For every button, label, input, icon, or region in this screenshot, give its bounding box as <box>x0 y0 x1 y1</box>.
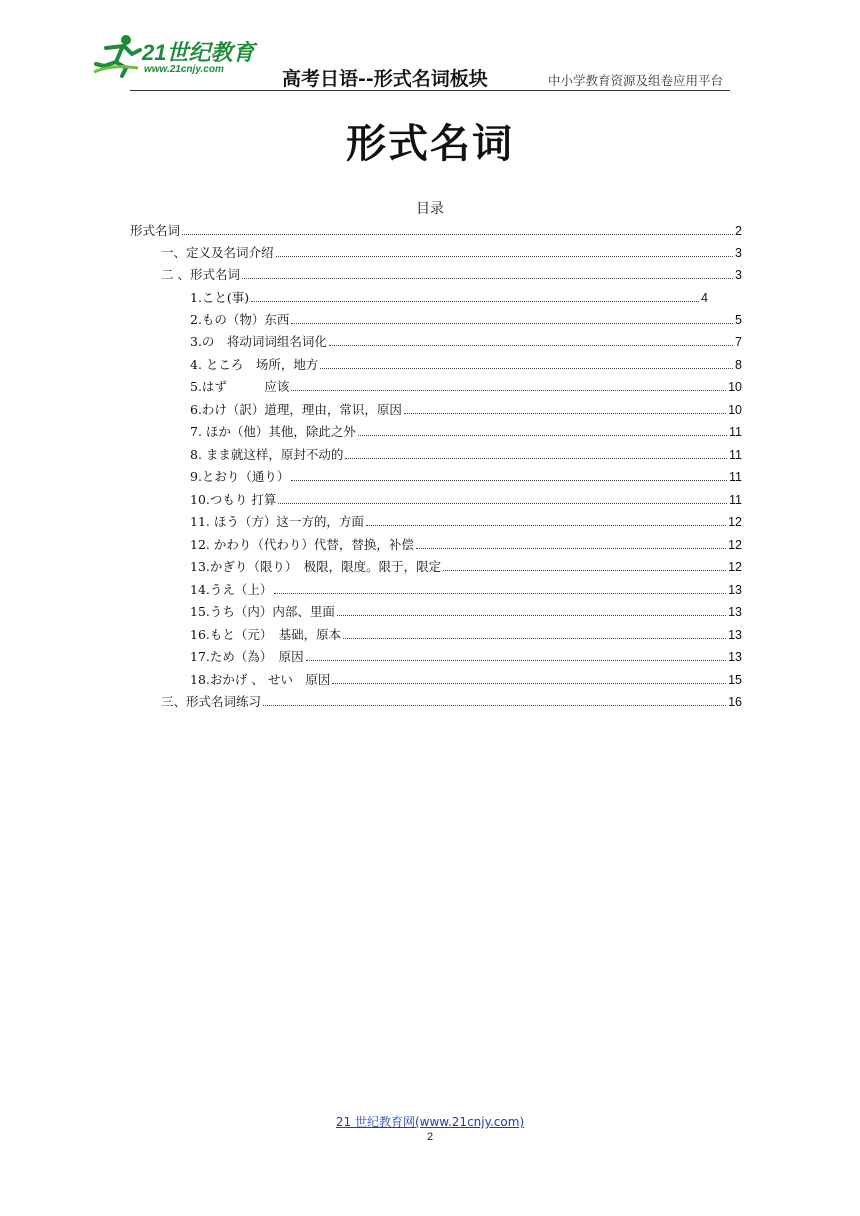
toc-entry-label: 7. ほか（他）其他，除此之外 <box>190 424 356 439</box>
toc-entry-label: 17.ため（為） 原因 <box>190 649 304 664</box>
toc-leader <box>251 300 699 302</box>
toc-entry[interactable] <box>190 646 742 668</box>
toc-entry-label: 二 、形式名词 <box>161 267 240 282</box>
header-title: 高考日语--形式名词板块 <box>282 68 488 90</box>
toc-entry-page: 15 <box>728 673 742 687</box>
site-logo[interactable] <box>92 34 262 84</box>
toc-entry-page: 11 <box>729 493 742 507</box>
toc-leader <box>291 322 733 324</box>
toc-entry-label: 一、定义及名词介绍 <box>161 245 274 260</box>
toc-leader <box>182 233 733 235</box>
toc-entry[interactable] <box>190 421 742 443</box>
toc-entry-page: 11 <box>729 470 742 484</box>
toc-entry-label: 5.はず 应该 <box>190 379 290 394</box>
toc-entry[interactable] <box>190 489 742 511</box>
toc-leader <box>443 569 726 571</box>
toc-entry[interactable] <box>190 534 742 556</box>
footer-link[interactable]: 21 世纪教育网(www.21cnjy.com) <box>335 1115 525 1129</box>
toc-entry-label: 16.もと（元） 基础，原本 <box>190 627 342 642</box>
toc-entry-page: 11 <box>729 425 742 439</box>
toc-entry-label: 三、形式名词练习 <box>161 694 262 709</box>
toc-entry[interactable] <box>161 264 742 286</box>
toc-entry[interactable] <box>190 579 742 601</box>
toc-leader <box>366 524 726 526</box>
toc-entry[interactable] <box>190 669 742 691</box>
toc-heading: 目录 <box>416 201 444 217</box>
toc-entry-page: 5 <box>735 313 742 327</box>
toc-entry[interactable] <box>190 331 742 353</box>
toc-entry-label: 6.わけ（訳）道理，理由，常识，原因 <box>190 402 402 417</box>
toc-entry[interactable] <box>161 242 742 264</box>
header-platform: 中小学教育资源及组卷应用平台 <box>548 73 724 88</box>
toc-entry-page: 13 <box>728 583 742 597</box>
runner-logo-icon <box>92 34 144 78</box>
toc-entry[interactable] <box>161 691 742 713</box>
toc-leader <box>416 547 726 549</box>
toc-entry-page: 10 <box>728 380 742 394</box>
toc-entry-label: 2.もの（物）东西 <box>190 312 290 327</box>
toc-leader <box>358 434 727 436</box>
toc-entry-page: 13 <box>728 605 742 619</box>
toc-entry[interactable] <box>190 466 742 488</box>
toc-leader <box>291 389 726 391</box>
toc-entry[interactable] <box>190 309 742 331</box>
toc-entry[interactable] <box>190 376 742 398</box>
document-title: 形式名词 <box>346 120 514 167</box>
toc-entry-page: 10 <box>728 403 742 417</box>
toc-leader <box>343 637 726 639</box>
toc-entry-page: 3 <box>735 268 742 282</box>
toc-entry-label: 9.とおり（通り） <box>190 469 290 484</box>
toc-entry-page: 3 <box>735 246 742 260</box>
toc-entry-label: 13.かぎり（限り） 极限，限度。限于，限定 <box>190 559 442 574</box>
toc-entry-page: 2 <box>735 224 742 238</box>
toc-entry-page: 12 <box>728 515 742 529</box>
toc-entry-label: 10.つもり 打算 <box>190 492 277 507</box>
toc-entry[interactable] <box>130 220 742 242</box>
toc-leader <box>332 682 726 684</box>
toc-entry-label: 14.うえ（上） <box>190 582 273 597</box>
toc-leader <box>404 412 726 414</box>
toc-entry[interactable] <box>190 399 742 421</box>
toc-entry-page: 12 <box>728 538 742 552</box>
toc-entry-label: 4. ところ 场所，地方 <box>190 357 319 372</box>
toc-entry-label: 1.こと(事) <box>190 290 250 305</box>
toc-entry[interactable] <box>190 287 708 309</box>
toc-entry-label: 12. かわり（代わり）代替，替换，补偿 <box>190 537 414 552</box>
toc-entry-label: 11. ほう（方）这一方的，方面 <box>190 514 364 529</box>
toc-entry-label: 8. まま就这样，原封不动的 <box>190 447 344 462</box>
toc-entry-label: 形式名词 <box>130 223 181 238</box>
toc-entry-label: 3.の 将动词词组名词化 <box>190 334 327 349</box>
toc-entry-page: 8 <box>735 358 742 372</box>
toc-leader <box>320 367 733 369</box>
toc-entry-page: 13 <box>728 650 742 664</box>
header-divider <box>130 90 730 91</box>
toc-leader <box>337 614 726 616</box>
toc-entry-page: 4 <box>701 291 708 305</box>
toc-leader <box>276 255 734 257</box>
toc-entry[interactable] <box>190 444 742 466</box>
toc-entry-page: 11 <box>729 448 742 462</box>
page-header <box>0 0 860 100</box>
toc-leader <box>242 277 733 279</box>
toc-leader <box>278 502 727 504</box>
toc-entry-page: 12 <box>728 560 742 574</box>
toc-leader <box>291 479 727 481</box>
toc-leader <box>329 344 733 346</box>
logo-text: 21世纪教育 <box>142 40 255 65</box>
toc-entry-page: 7 <box>735 335 742 349</box>
toc-leader <box>345 457 727 459</box>
toc-entry[interactable] <box>190 511 742 533</box>
toc-leader <box>263 704 726 706</box>
toc-entry[interactable] <box>190 624 742 646</box>
page-number: 2 <box>426 1131 434 1143</box>
toc-entry-label: 18.おかげ 、 せい 原因 <box>190 672 331 687</box>
toc-entry-page: 13 <box>728 628 742 642</box>
toc-entry-label: 15.うち（内）内部、里面 <box>190 604 335 619</box>
toc-entry[interactable] <box>190 556 742 578</box>
toc-leader <box>274 592 726 594</box>
toc-entry-page: 16 <box>728 695 742 709</box>
toc-entry[interactable] <box>190 601 742 623</box>
logo-url: www.21cnjy.com <box>144 64 224 75</box>
toc-leader <box>306 659 726 661</box>
toc-entry[interactable] <box>190 354 742 376</box>
